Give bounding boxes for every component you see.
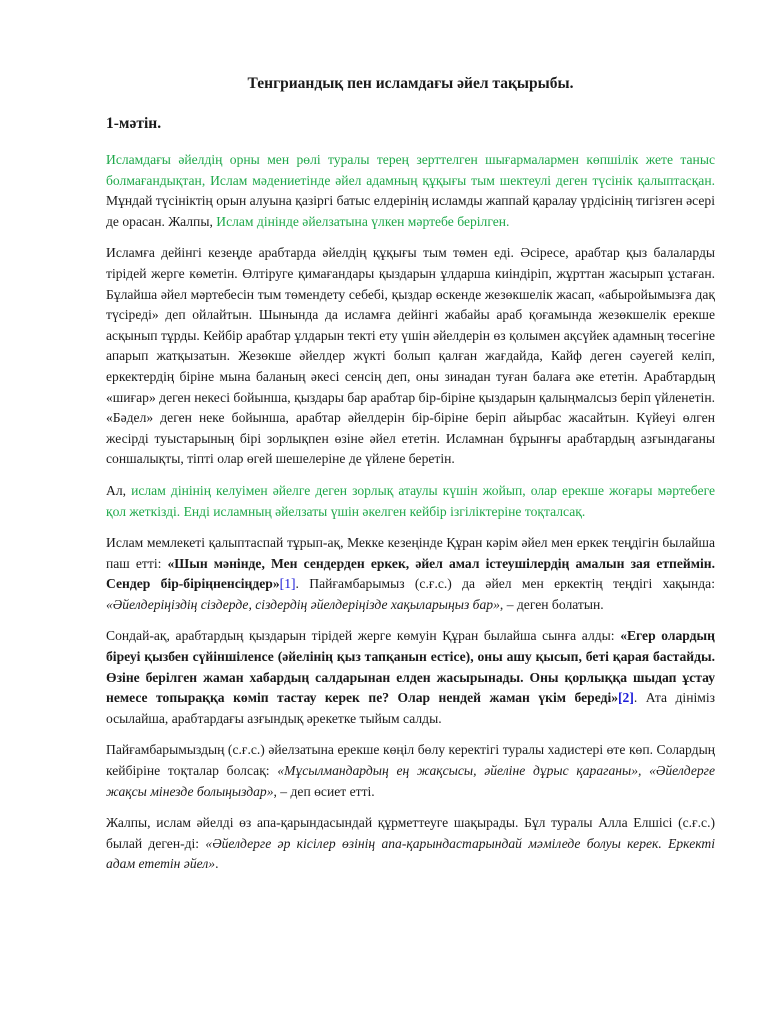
paragraph-text: Пайғамбарымыздың (с.ғ.с.) әйелзатына ерекше көңіл бөлу керектігі туралы хадистері өте көп. Солардың кейбіріне тоқталар болсақ: [106,742,715,779]
paragraph-7 [106,813,715,875]
paragraph-5 [106,626,715,729]
paragraph-text: Мұндай түсініктің орын алуына қазіргі батыс елдерінің исламды жаппай қаралау үрдісінің тигізген әсері де орасан. Жалпы, [106,193,715,229]
footnote-link[interactable]: [2] [618,690,634,706]
hadith-quote: «Әйелдерге әр кісілер өзінің апа-қарындастарындай мәміледе болуы керек. Еркекті адам ететін әйел» [106,835,716,872]
section-heading: 1-мәтін. [106,115,162,132]
paragraph-text: , – деп өсиет етті. [273,783,375,799]
paragraph-text: Ал, [106,482,132,498]
paragraph-text: Ислам мемлекеті қалыптаспай тұрып-ақ, Мекке кезеңінде Құран кәрім әйел мен еркек теңдігін былайша паш етті: [106,535,715,571]
paragraph-6 [106,740,715,802]
highlighted-text: Исламдағы әйелдің орны мен рөлі туралы терең зерттелген шығармалармен көпшілік жете таныс болмағандықтан, Ислам мәдениетінде әйел адамның құқығы тым шектеулі деген түсінік қалыптасқан. [106,152,715,188]
highlighted-text: ислам дінінің келуімен әйелге деген зорлық атаулы күшін жойып, олар ерекше жоғары мәртебеге қол жеткізді. Енді исламның әйелзаты үшін әкелген кейбір ізгіліктеріне тоқталсақ. [106,482,716,519]
quran-quote: «Егер олардың біреуі қызбен сүйіншіленсе (әйелінің қыз тапқанын естісе), оны ашу қысып, беті қарая бастайды. Өзіне берілген жаман хабардың салдарынан елден жасырынады. Оны қорлыққа шыдап ұстау немесе топыраққа көміп тастау керек пе? Олар нендей жаман үкім береді» [106,628,715,706]
paragraph-4 [106,533,715,615]
paragraph-2: Исламға дейінгі кезеңде арабтарда әйелдің құқығы тым төмен еді. Әсіресе, арабтар қыз балаларды тірідей жерге көметін. Өлтіруге қимағандары қыздарын ұлдарша киіндіріп, жұрттан жасырып ұстаған. Бұлайша әйел мәртебесін тым төмендету себебі, қыздар өскенде жезөкшелік жасап, «абыройымызға дақ түсіреді» деп ойлайтын. Шынында да исламға дейінгі жабайы араб қоғамында жезөкшелік ерекше асқынып тұрды. Кейбір арабтар ұлдарын текті ету үшін әйелдерін өз қолымен ақсүйек адамның төсегіне апарып жатқызатын. Жезөкше әйелдер жүкті болып қалған жағдайда, Кайф деген сәуегей келіп, еркектердің біріне мына баланың әкесі сенсің деп, оны зинадан туған балаға әке ететін. Арабтардың «шиғар» деген некесі бойынша, қыздары бар арабтар бір-біріне қыздарын қалыңмалсыз беріп үйленетін. «Бәдел» деген неке бойынша, арабтар әйелдерін бір-біріне беріп айырбас жасайтын. Күйеуі өлген жесірді туыстарының бірі зорлықпен өзіне әйел ететін. Исламнан бұрынғы арабтардың азғындағаны соншалықты, тіпті олар өгей шешелеріне де үйлене беретін. [106,245,715,467]
paragraph-text: . [215,856,219,872]
document-title: Тенгриандық пен исламдағы әйел тақырыбы. [247,75,574,92]
paragraph-text: . Ата дініміз осылайша, арабтардағы азғындық әрекетке тыйым салды. [106,690,716,726]
highlighted-text: Ислам дінінде әйелзатына үлкен мәртебе берілген. [216,213,510,229]
paragraph-1 [106,150,715,232]
paragraph-text: Жалпы, ислам әйелді өз апа-қарындасындай құрметтеуге шақырады. Бұл туралы Алла Елшісі (с.ғ.с.) былай деген-ді: [106,815,715,851]
hadith-quote: «Мұсылмандардың ең жақсысы, әйеліне дұрыс қараганы», «Әйелдерге жақсы мінезде болыңыздар» [106,763,715,799]
paragraph-text: Сондай-ақ, арабтардың қыздарын тірідей жерге көмуін Құран былайша сынға алды: [106,628,621,644]
quran-quote: «Шын мәнінде, Мен сендерден еркек, әйел амал істеушілердің амалын зая етпеймін. Сендер бір-біріңненсіңдер» [106,555,715,592]
paragraph-text: . Пайғамбарымыз (с.ғ.с.) да әйел мен еркектің теңдігі хақында: [295,576,715,592]
paragraph-3 [106,481,715,522]
hadith-quote: «Әйелдеріңіздің сіздерде, сіздердің әйелдеріңізде хақыларыңыз бар» [106,596,500,612]
footnote-link[interactable]: [1] [279,576,296,592]
paragraph-text: , – деген болатын. [499,596,604,612]
